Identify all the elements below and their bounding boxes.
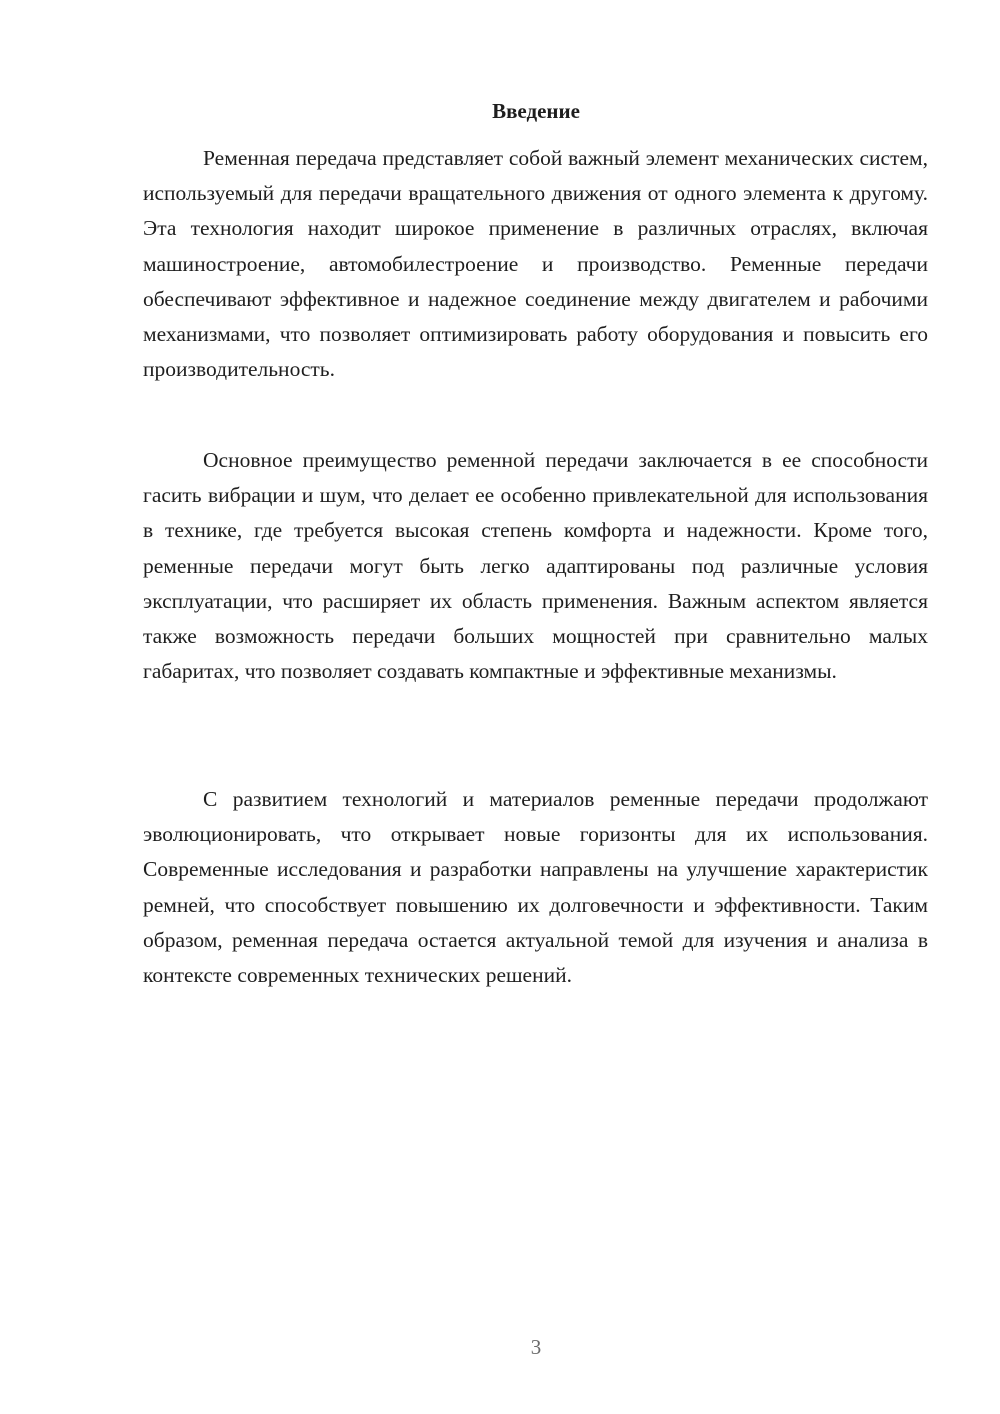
page-number: 3 bbox=[530, 1335, 542, 1359]
paragraph-2: Основное преимущество ременной передачи заключается в ее способности гасить вибрации и шум, что делает ее особенно привлекательной для использования в технике, где требуется высокая степень комфорта и надежности. Кроме того, ременные передачи могут быть легко адаптированы под различные условия эксплуатации, что расширяет их область применения. Важным аспектом является также возможность передачи больших мощностей при сравнительно малых габаритах, что позволяет создавать компактные и эффективные механизмы. bbox=[143, 448, 928, 684]
paragraph-3: С развитием технологий и материалов ременные передачи продолжают эволюционировать, что открывает новые горизонты для их использования. Современные исследования и разработки направлены на улучшение характеристик ремней, что способствует повышению их долговечности и эффективности. Таким образом, ременная передача остается актуальной темой для изучения и анализа в контексте современных технических решений. bbox=[143, 787, 928, 988]
paragraph-1: Ременная передача представляет собой важный элемент механических систем, используемый для передачи вращательного движения от одного элемента к другому. Эта технология находит широкое применение в различных отраслях, включая машиностроение, автомобилестроение и производство. Ременные передачи обеспечивают эффективное и надежное соединение между двигателем и рабочими механизмами, что позволяет оптимизировать работу оборудования и повысить его производительность. bbox=[143, 146, 928, 382]
section-heading: Введение bbox=[492, 99, 580, 123]
